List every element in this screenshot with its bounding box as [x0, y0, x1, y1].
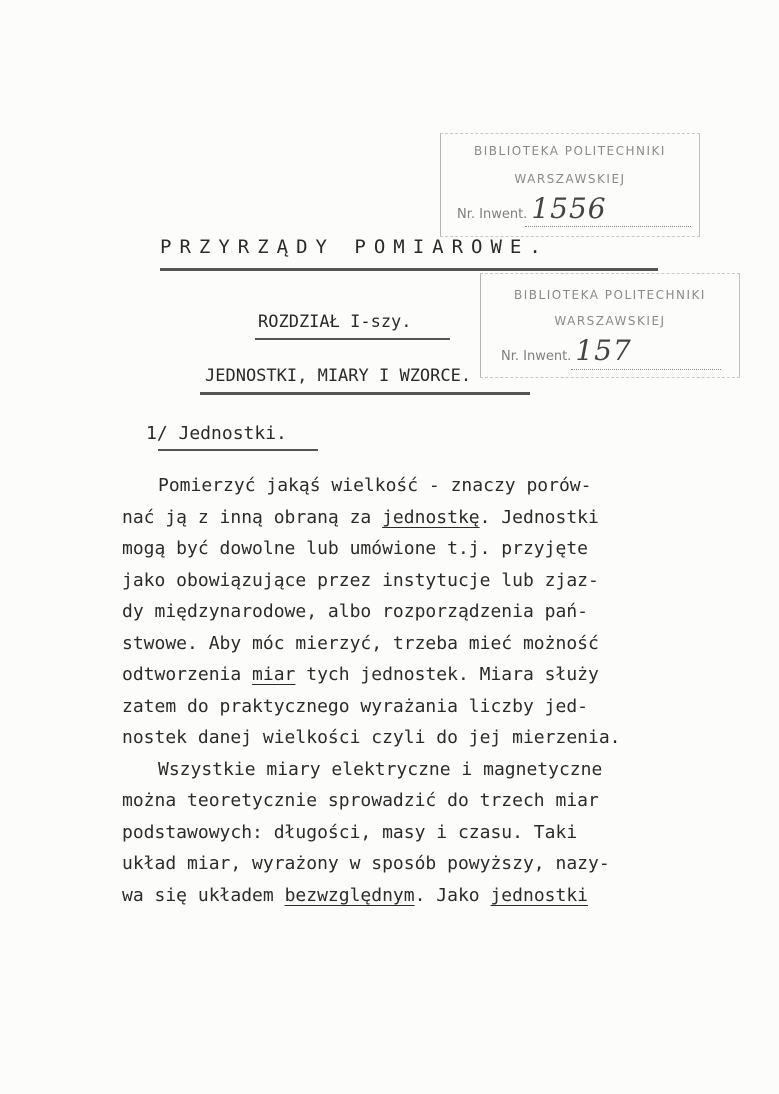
underlined-term: bezwzględnym [284, 884, 415, 906]
body-text [122, 470, 682, 911]
stamp-inventory-rule [571, 369, 721, 370]
text-line [122, 502, 682, 534]
stamp-inventory-label: Nr. Inwent. [457, 207, 528, 222]
chapter-underline [255, 338, 450, 340]
text-span: odtworzenia [122, 664, 253, 685]
stamp-library-city: WARSZAWSKIEJ [514, 172, 626, 186]
underlined-term: miar [252, 664, 296, 685]
text-span: nać ją z inną obraną za [122, 506, 383, 528]
stamp-inventory-number: 1556 [531, 192, 607, 225]
stamp-library-city: WARSZAWSKIEJ [554, 314, 666, 328]
section-underline [200, 392, 530, 395]
stamp-inventory [501, 334, 632, 367]
title-underline [160, 268, 658, 271]
text-line: dy międzynarodowe, albo rozporządzenia pań- [122, 601, 588, 622]
stamp-inventory [457, 192, 607, 225]
underlined-term: jednostki [490, 884, 589, 906]
text-span: tych jednostek. Miara służy [295, 664, 599, 685]
text-line [122, 470, 682, 502]
text-line: podstawowych: długości, masy i czasu. Taki [122, 821, 578, 843]
text-span: . Jako [414, 884, 491, 906]
library-stamp [480, 273, 740, 378]
stamp-library-name: BIBLIOTEKA POLITECHNIKI [474, 144, 666, 158]
section-heading: JEDNOSTKI, MIARY I WZORCE. [205, 366, 472, 386]
library-stamp [440, 133, 700, 237]
text-line: jako obowiązujące przez instytucje lub zjaz- [122, 569, 599, 591]
text-line [122, 880, 682, 912]
stamp-inventory-rule [525, 226, 691, 227]
page-title: PRZYRZĄDY POMIAROWE. [160, 236, 549, 258]
text-line: można teoretycznie sprowadzić do trzech miar [122, 790, 599, 811]
subsection-underline [158, 449, 318, 451]
text-span: Wszystkie miary elektryczne i magnetyczne [158, 758, 603, 780]
text-line [122, 754, 682, 786]
underlined-term: jednostkę [382, 506, 480, 528]
text-span: . Jednostki [479, 506, 599, 528]
text-span: wa się układem [122, 884, 285, 906]
text-line [122, 659, 682, 691]
text-span: Pomierzyć jakąś wielkość - znaczy porów- [158, 475, 592, 496]
text-line: układ miar, wyrażony w sposób powyższy, nazy- [122, 853, 610, 874]
subsection-heading: 1/ Jednostki. [146, 423, 287, 444]
stamp-library-name: BIBLIOTEKA POLITECHNIKI [514, 288, 706, 302]
stamp-inventory-number: 157 [575, 334, 632, 367]
text-line: nostek danej wielkości czyli do jej mierzenia. [122, 727, 621, 748]
text-line: zatem do praktycznego wyrażania liczby jed- [122, 695, 588, 717]
text-line: stwowe. Aby móc mierzyć, trzeba mieć możność [122, 632, 599, 654]
stamp-inventory-label: Nr. Inwent. [501, 349, 572, 364]
chapter-heading: ROZDZIAŁ I-szy. [258, 312, 412, 332]
text-line: mogą być dowolne lub umówione t.j. przyjęte [122, 538, 588, 559]
